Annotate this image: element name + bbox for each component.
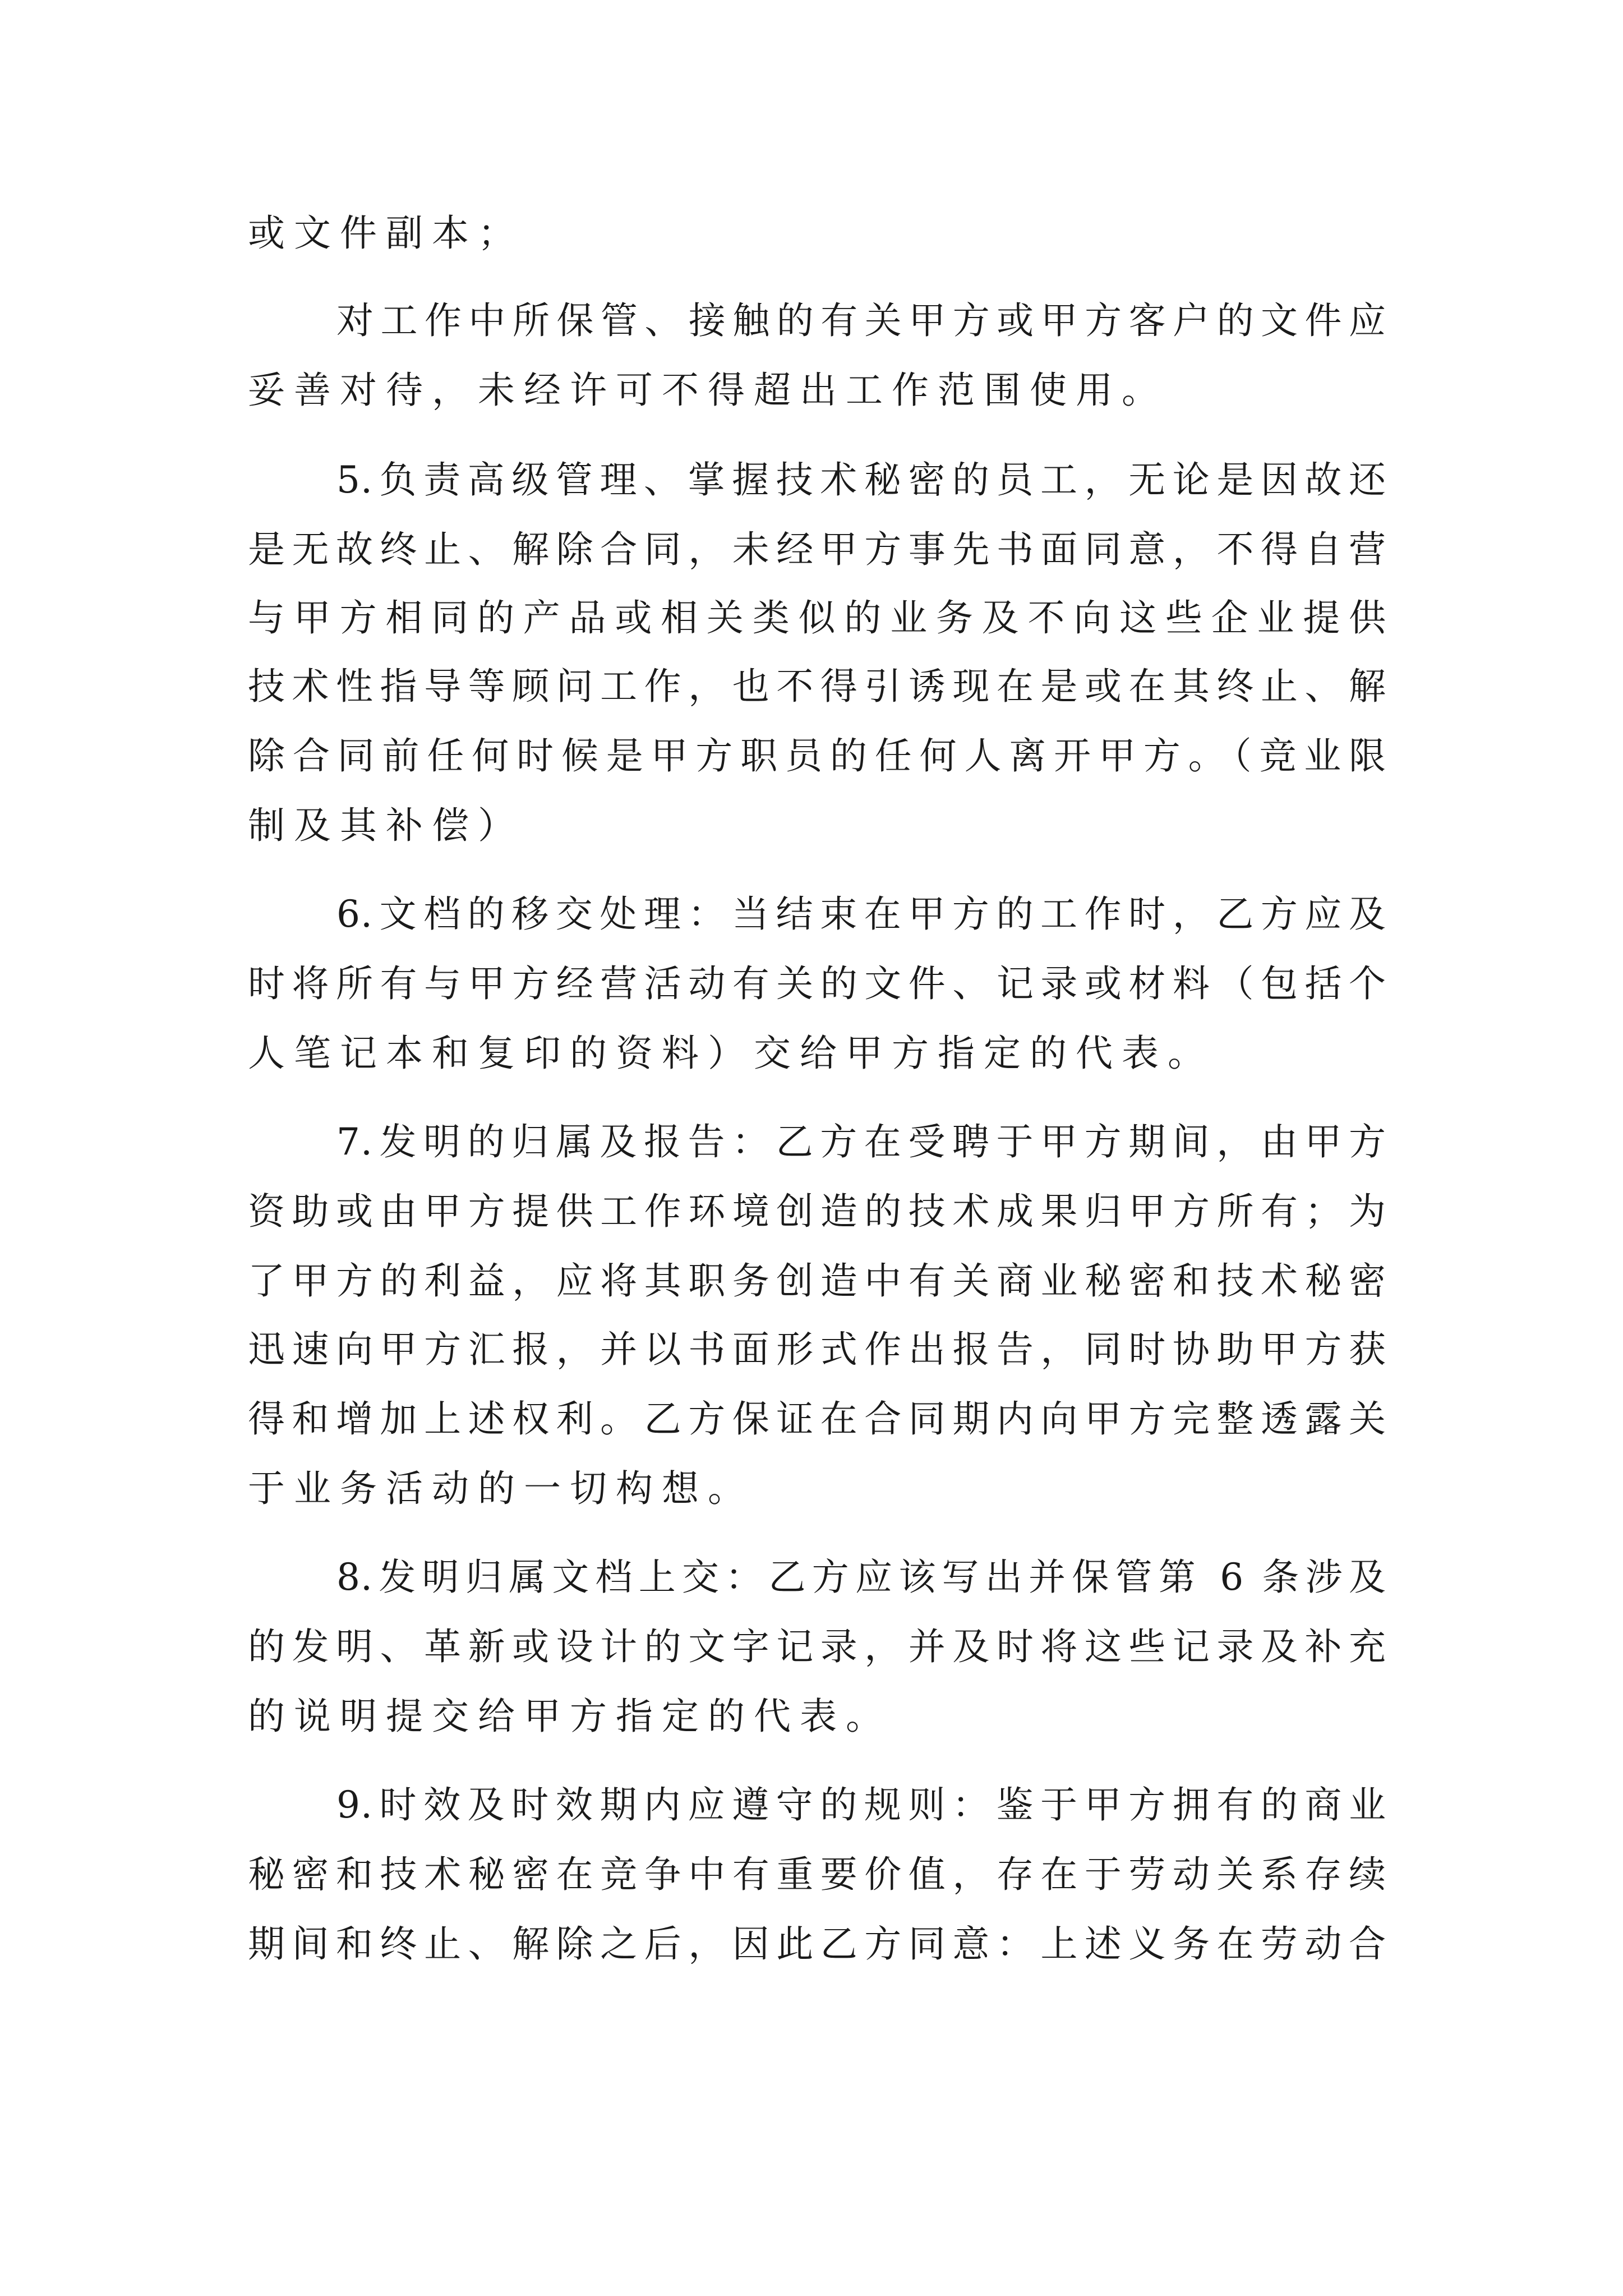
text-line: 的说明提交给甲方指定的代表。 — [248, 1695, 892, 1738]
text-line: 对工作中所保管、接触的有关甲方或甲方客户的文件应 — [336, 299, 1386, 342]
text-line: 5.负责高级管理、掌握技术秘密的员工，无论是因故还 — [336, 458, 1386, 501]
text-line: 除合同前任何时候是甲方职员的任何人离开甲方。（竞业限 — [248, 734, 1386, 777]
text-line: 了甲方的利益，应将其职务创造中有关商业秘密和技术秘密 — [248, 1259, 1386, 1303]
text-line: 迅速向甲方汇报，并以书面形式作出报告，同时协助甲方获 — [248, 1328, 1386, 1371]
text-line: 期间和终止、解除之后，因此乙方同意：上述义务在劳动合 — [248, 1922, 1386, 1966]
text-line: 得和增加上述权利。乙方保证在合同期内向甲方完整透露关 — [248, 1397, 1386, 1441]
text-line: 8.发明归属文档上交：乙方应该写出并保管第 6 条涉及 — [336, 1556, 1386, 1599]
text-line: 妥善对待，未经许可不得超出工作范围使用。 — [248, 369, 1168, 412]
text-line: 技术性指导等顾问工作，也不得引诱现在是或在其终止、解 — [248, 665, 1386, 708]
text-line: 人笔记本和复印的资料）交给甲方指定的代表。 — [248, 1032, 1214, 1075]
text-line: 与甲方相同的产品或相关类似的业务及不向这些企业提供 — [248, 596, 1386, 639]
text-line: 或文件副本； — [248, 211, 524, 255]
text-line: 是无故终止、解除合同，未经甲方事先书面同意，不得自营 — [248, 528, 1386, 571]
text-line: 于业务活动的一切构想。 — [248, 1467, 754, 1510]
text-line: 制及其补偿） — [248, 804, 524, 847]
text-line: 9.时效及时效期内应遵守的规则：鉴于甲方拥有的商业 — [336, 1783, 1386, 1826]
text-line: 6.文档的移交处理：当结束在甲方的工作时，乙方应及 — [336, 892, 1386, 936]
text-line: 时将所有与甲方经营活动有关的文件、记录或材料（包括个 — [248, 962, 1386, 1005]
text-line: 7.发明的归属及报告：乙方在受聘于甲方期间，由甲方 — [336, 1120, 1386, 1163]
text-line: 资助或由甲方提供工作环境创造的技术成果归甲方所有；为 — [248, 1190, 1386, 1233]
text-line: 的发明、革新或设计的文字记录，并及时将这些记录及补充 — [248, 1625, 1386, 1668]
text-line: 秘密和技术秘密在竞争中有重要价值，存在于劳动关系存续 — [248, 1853, 1386, 1896]
